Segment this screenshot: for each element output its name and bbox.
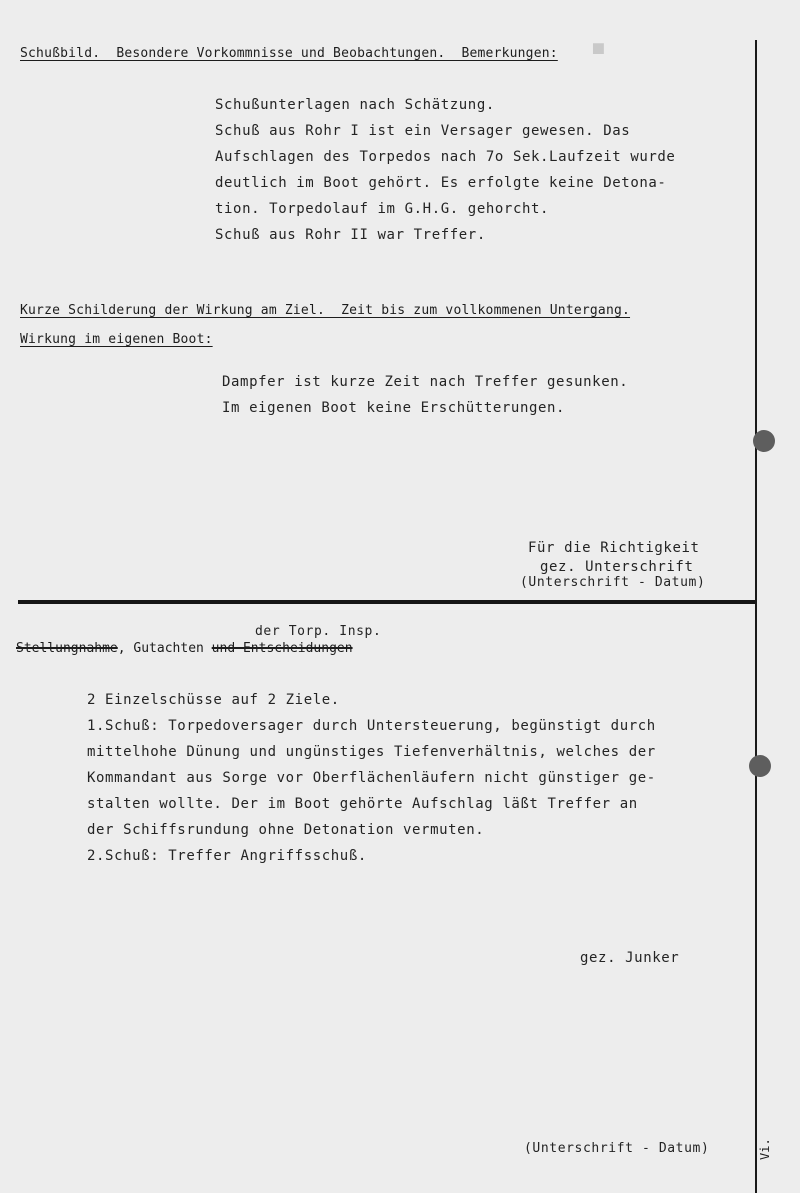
- assessment-line: 2.Schuß: Treffer Angriffsschuß.: [87, 848, 367, 864]
- assessment-line: der Schiffsrundung ohne Detonation vermuten.: [87, 822, 485, 838]
- header-middle-text: , Gutachten: [117, 641, 212, 656]
- section-divider-rule: [18, 600, 755, 604]
- punch-hole-top: [753, 430, 775, 452]
- vertical-margin-rule: [755, 40, 757, 1193]
- section-header-effect: Kurze Schilderung der Wirkung am Ziel. Zeit bis zum vollkommenen Untergang.: [20, 303, 631, 318]
- assessment-line: 2 Einzelschüsse auf 2 Ziele.: [87, 692, 340, 708]
- remarks-line: Schuß aus Rohr II war Treffer.: [215, 227, 486, 243]
- signature-junker: gez. Junker: [580, 950, 680, 966]
- struck-text: Stellungnahme: [16, 641, 118, 656]
- bleed-through-mark: ▪: [590, 30, 607, 63]
- assessment-line: stalten wollte. Der im Boot gehörte Aufschlag läßt Treffer an: [87, 796, 638, 812]
- struck-text: und Entscheidungen: [211, 641, 353, 656]
- remarks-line: deutlich im Boot gehört. Es erfolgte keine Detona-: [215, 175, 667, 191]
- effect-line: Dampfer ist kurze Zeit nach Treffer gesunken.: [222, 374, 629, 390]
- assessment-line: Kommandant aus Sorge vor Oberflächenläufern nicht günstiger ge-: [87, 770, 656, 786]
- section-header-assessment: [16, 641, 353, 656]
- margin-note: Vi.: [758, 1138, 772, 1160]
- handwritten-insert: der Torp. Insp.: [255, 624, 382, 639]
- assessment-line: 1.Schuß: Torpedoversager durch Untersteuerung, begünstigt durch: [87, 718, 656, 734]
- remarks-line: Aufschlagen des Torpedos nach 7o Sek.Laufzeit wurde: [215, 149, 676, 165]
- remarks-line: tion. Torpedolauf im G.H.G. gehorcht.: [215, 201, 550, 217]
- signature-caption: (Unterschrift - Datum): [520, 575, 706, 590]
- remarks-line: Schuß aus Rohr I ist ein Versager gewesen. Das: [215, 123, 631, 139]
- section-header-own-boat: Wirkung im eigenen Boot:: [20, 332, 213, 347]
- section-header-remarks: Schußbild. Besondere Vorkommnisse und Beobachtungen. Bemerkungen:: [20, 46, 558, 61]
- signature-caption: (Unterschrift - Datum): [524, 1141, 710, 1156]
- signature-line: gez. Unterschrift: [540, 559, 694, 575]
- punch-hole-bottom: [749, 755, 771, 777]
- remarks-line: Schußunterlagen nach Schätzung.: [215, 97, 495, 113]
- certification-line: Für die Richtigkeit: [528, 540, 700, 556]
- assessment-line: mittelhohe Dünung und ungünstiges Tiefenverhältnis, welches der: [87, 744, 656, 760]
- effect-line: Im eigenen Boot keine Erschütterungen.: [222, 400, 566, 416]
